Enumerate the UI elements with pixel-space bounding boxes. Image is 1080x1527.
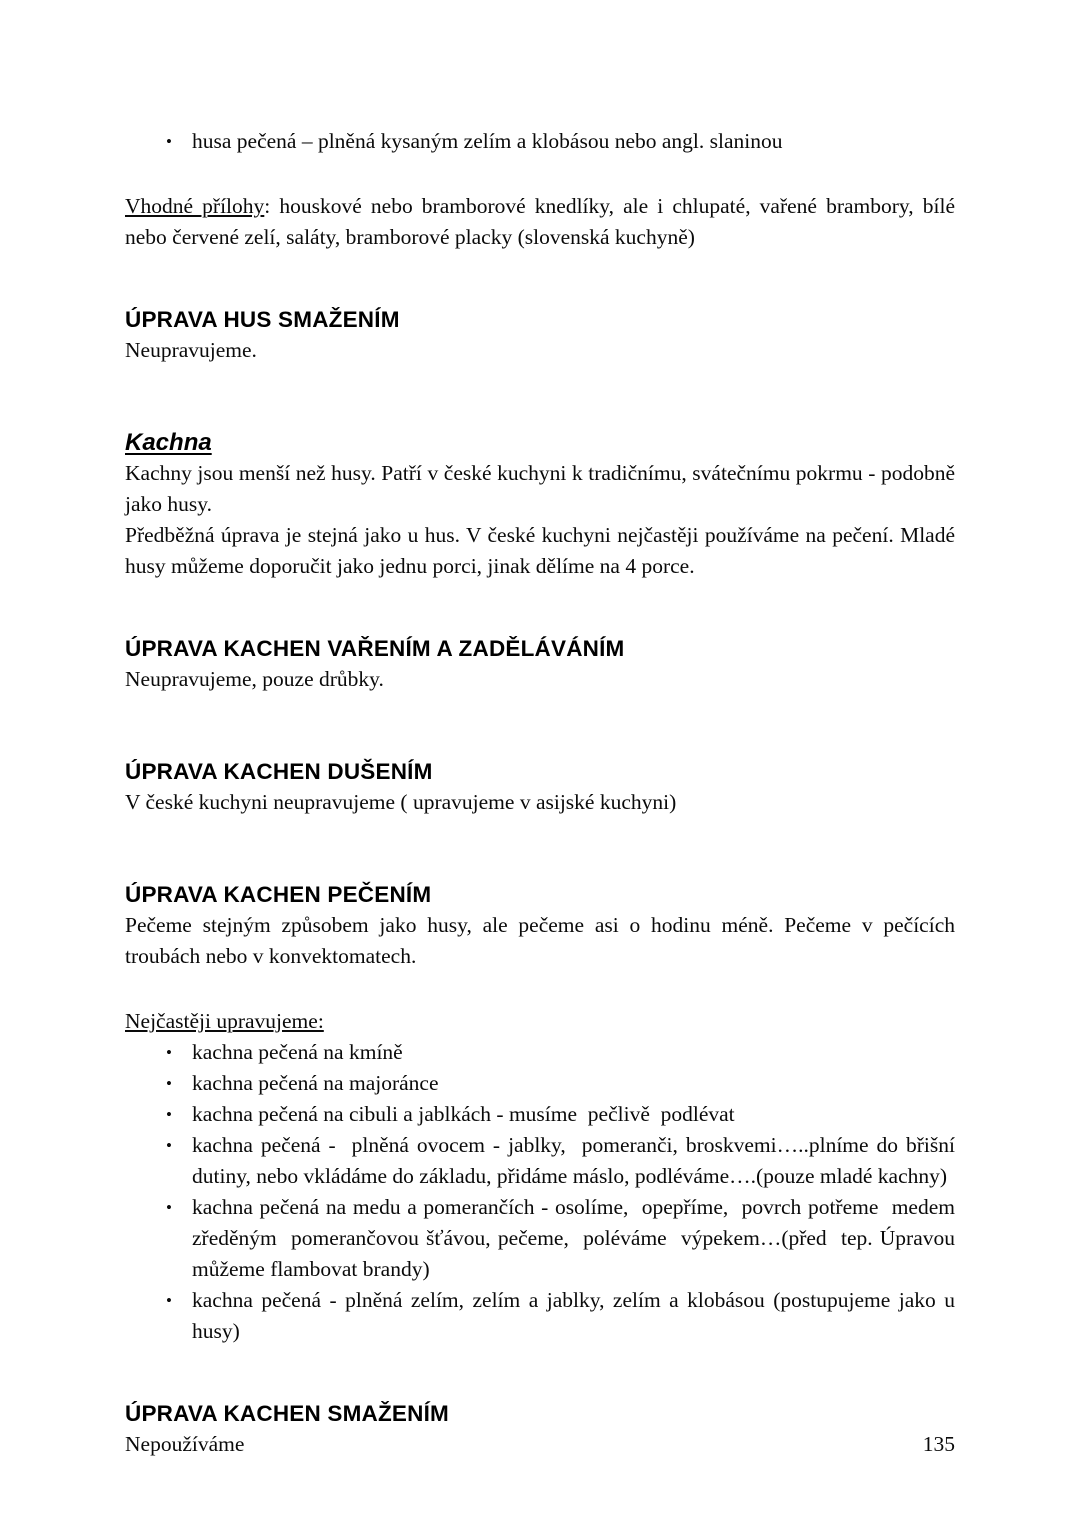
heading-uprava-hus-smazenim: ÚPRAVA HUS SMAŽENÍM [125,307,400,332]
page-number: 135 [922,1432,955,1456]
kachna-paragraph-2: Předběžná úprava je stejná jako u hus. V české kuchyni nejčastěji používáme na pečení. Mladé husy můžeme doporučit jako jednu porci, jinak dělíme na 4 porce. [125,523,961,578]
heading-uprava-kachen-smazenim: ÚPRAVA KACHEN SMAŽENÍM [125,1401,449,1426]
body-uprava-kachen-smazenim: Nepoužíváme [125,1432,245,1456]
suitable-sides-label: Vhodné přílohy [125,194,265,218]
list-item: • husa pečená – plněná kysaným zelím a klobásou nebo angl. slaninou [125,126,955,157]
spacer [125,157,955,191]
heading-uprava-kachen-dusenim: ÚPRAVA KACHEN DUŠENÍM [125,759,433,784]
preparations-label [125,1006,955,1037]
kachna-paragraph-1: Kachny jsou menší než husy. Patří v české kuchyni k tradičnímu, svátečnímu pokrmu - podobně jako husy. [125,461,961,516]
body-uprava-kachen-pecenim: Pečeme stejným způsobem jako husy, ale pečeme asi o hodinu méně. Pečeme v pečících troubách nebo v konvektomatech. [125,913,961,968]
body-uprava-hus-smazenim: Neupravujeme. [125,338,257,362]
spacer [125,1347,955,1399]
spacer [125,972,955,1006]
suitable-sides-text: : houskové nebo bramborové knedlíky, ale i chlupaté, vařené brambory, bílé nebo červené zelí, saláty, bramborové placky (slovenská kuchyně) [125,194,961,249]
spacer [125,366,955,428]
preparations-label-text: Nejčastěji upravujeme: [125,1009,324,1033]
list-item: • kachna pečená na medu a pomerančích - osolíme, opepříme, povrch potřeme medem zředěným pomerančovou šťávou, pečeme, poléváme výpekem…(před tep. Úpravou můžeme flambovat brandy) [125,1192,955,1285]
goose-roast-list [125,126,955,157]
list-item: • kachna pečená na cibuli a jablkách - musíme pečlivě podlévat [125,1099,955,1130]
spacer [125,253,955,305]
list-item: • kachna pečená - plněná ovocem - jablky, pomeranči, broskvemi…..plníme do břišní dutiny, nebo vkládáme do základu, přidáme máslo, podléváme….(pouze mladé kachny) [125,1130,955,1192]
body-uprava-kachen-varenim: Neupravujeme, pouze drůbky. [125,667,384,691]
section-title-kachna: Kachna [125,429,212,456]
list-item: • kachna pečená na majoránce [125,1068,955,1099]
preparations-list [125,1037,961,1347]
list-item: • kachna pečená na kmíně [125,1037,955,1068]
heading-uprava-kachen-varenim: ÚPRAVA KACHEN VAŘENÍM A ZADĚLÁVÁNÍM [125,636,625,661]
heading-uprava-kachen-pecenim: ÚPRAVA KACHEN PEČENÍM [125,882,432,907]
spacer [125,582,955,634]
spacer [125,695,955,757]
page-content [125,126,961,1460]
spacer [125,818,955,880]
suitable-sides-paragraph [125,191,961,253]
list-item: • kachna pečená - plněná zelím, zelím a jablky, zelím a klobásou (postupujeme jako u husy) [125,1285,955,1347]
body-uprava-kachen-dusenim: V české kuchyni neupravujeme ( upravujeme v asijské kuchyni) [125,790,677,814]
